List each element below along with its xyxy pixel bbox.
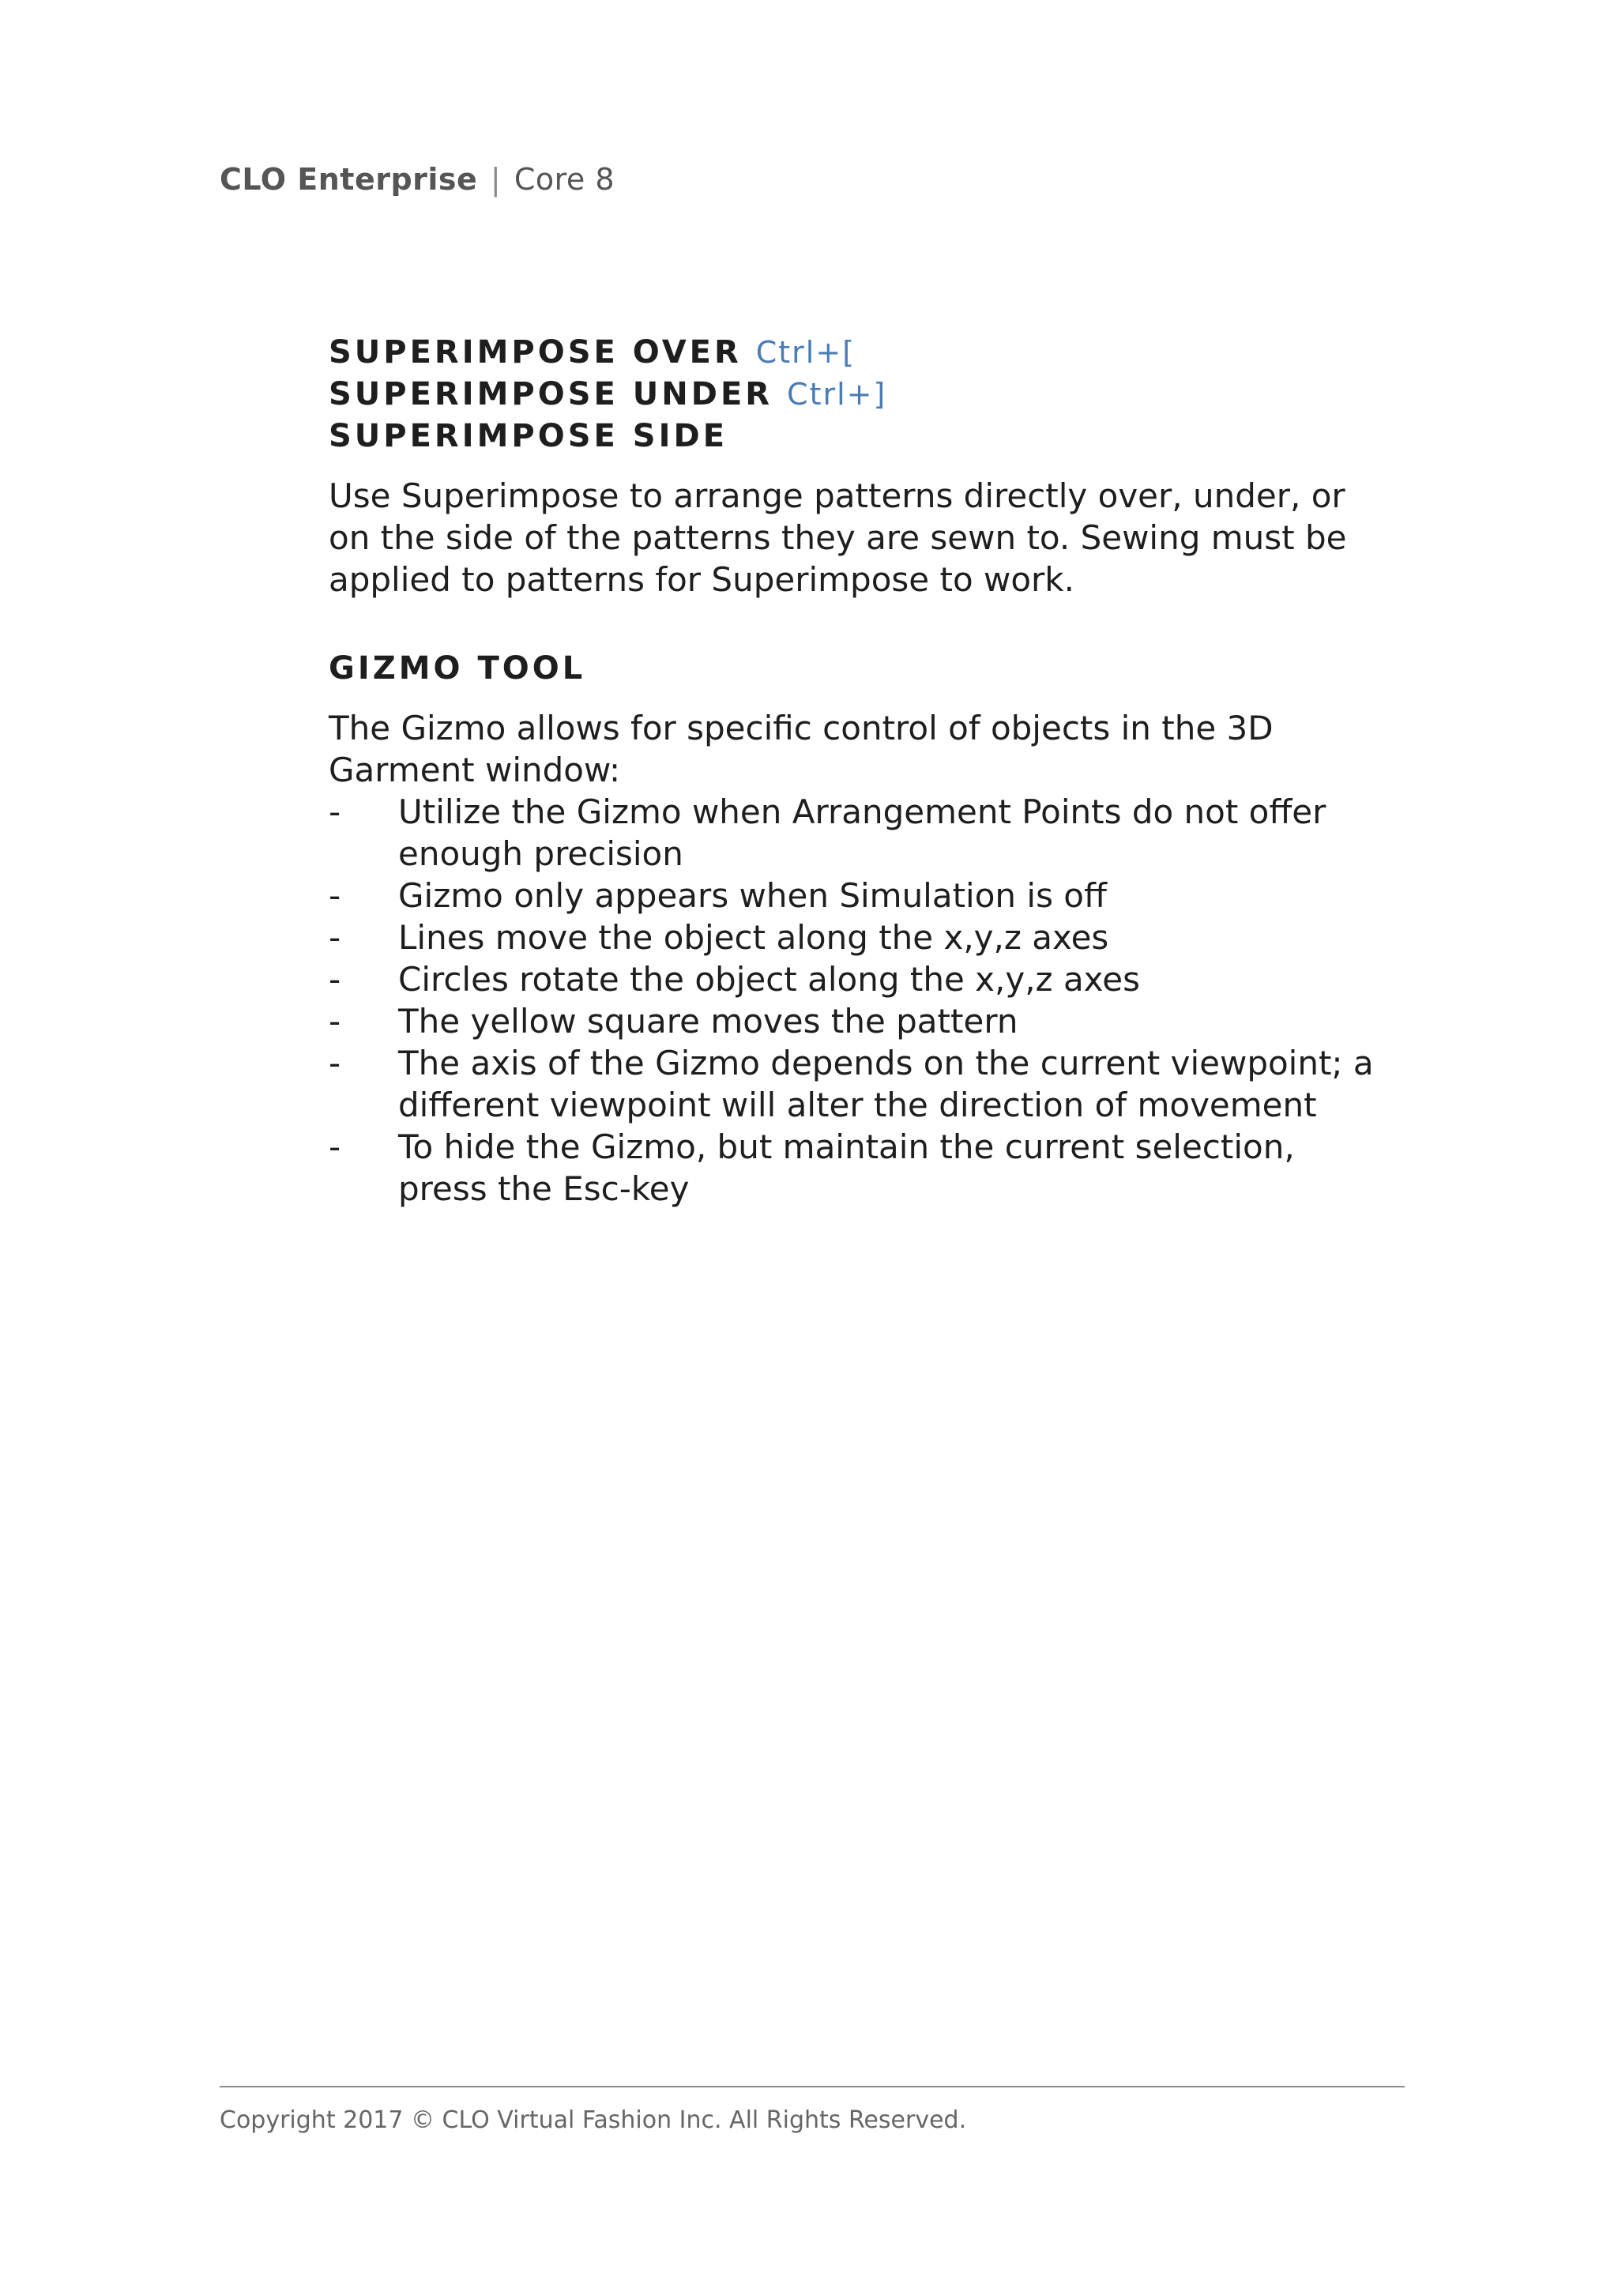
list-item [329, 791, 1387, 875]
header-brand: CLO Enterprise [220, 162, 478, 197]
superimpose-side-title: SUPERIMPOSE SIDE [329, 418, 728, 454]
bullet-dash: - [329, 792, 341, 831]
list-item [329, 1042, 1387, 1126]
list-item [329, 875, 1387, 917]
list-item [329, 917, 1387, 958]
gizmo-intro: The Gizmo allows for specific control of objects in the 3D Garment window: [329, 709, 1274, 789]
list-item-text: Utilize the Gizmo when Arrangement Points do not offer enough precision [398, 792, 1326, 873]
superimpose-over-title: SUPERIMPOSE OVER [329, 334, 742, 371]
superimpose-over-shortcut: Ctrl+[ [755, 335, 856, 370]
superimpose-over-heading [329, 332, 1387, 374]
bullet-dash: - [329, 1127, 341, 1166]
gizmo-bullet-list [329, 791, 1387, 1210]
section-spacer [329, 600, 1387, 648]
footer-divider [220, 2086, 1405, 2087]
list-item [329, 1126, 1387, 1210]
superimpose-description: Use Superimpose to arrange patterns directly over, under, or on the side of the patterns they are sewn to. Sewing must be applied to patterns for Superimpose to work. [329, 476, 1347, 599]
superimpose-under-title: SUPERIMPOSE UNDER [329, 376, 773, 412]
list-item-text: Circles rotate the object along the x,y,z axes [398, 960, 1140, 999]
list-item-text: To hide the Gizmo, but maintain the current selection, press the Esc-key [398, 1127, 1295, 1208]
superimpose-under-shortcut: Ctrl+] [787, 377, 887, 412]
list-item [329, 1000, 1387, 1042]
bullet-dash: - [329, 960, 341, 999]
page-content [329, 332, 1387, 1210]
bullet-dash: - [329, 918, 341, 957]
list-item-text: Lines move the object along the x,y,z axes [398, 918, 1109, 957]
list-item-text: Gizmo only appears when Simulation is off [398, 876, 1107, 915]
bullet-dash: - [329, 1002, 341, 1041]
header-subtitle: Core 8 [514, 162, 615, 197]
list-item [329, 958, 1387, 1000]
bullet-dash: - [329, 876, 341, 915]
superimpose-side-heading [329, 416, 1387, 457]
bullet-dash: - [329, 1044, 341, 1082]
header-separator: | [490, 162, 502, 197]
list-item-text: The axis of the Gizmo depends on the current viewpoint; a different viewpoint will alter the direction of movement [398, 1044, 1374, 1124]
gizmo-heading: GIZMO TOOL [329, 650, 586, 687]
list-item-text: The yellow square moves the pattern [398, 1002, 1018, 1041]
page-header [220, 162, 615, 197]
footer-copyright: Copyright 2017 © CLO Virtual Fashion Inc. All Rights Reserved. [220, 2106, 967, 2134]
superimpose-under-heading [329, 374, 1387, 416]
